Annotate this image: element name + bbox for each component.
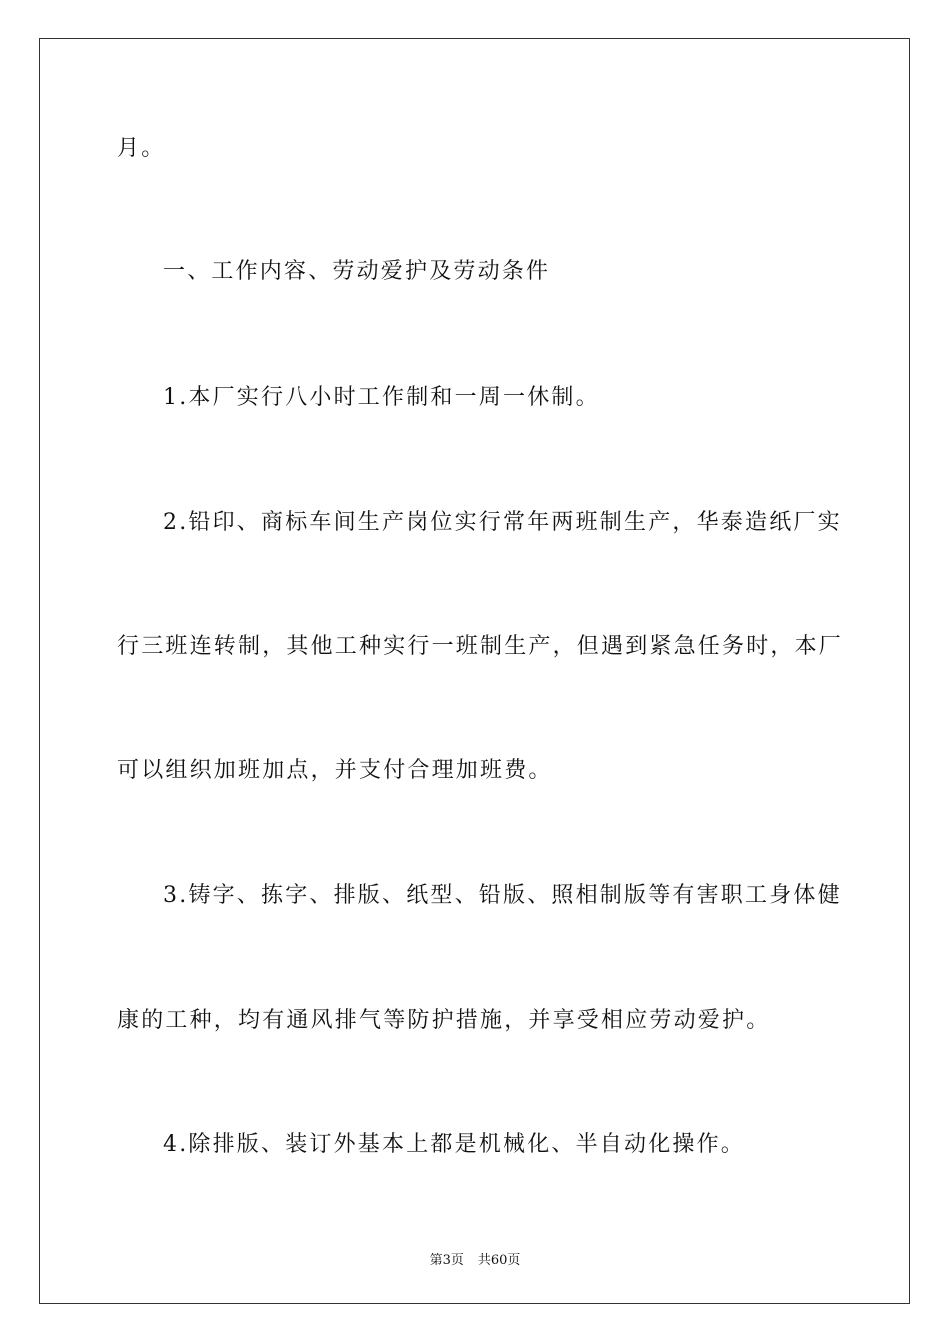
page-total: 共60页 <box>477 1253 521 1268</box>
text-line: 4.除排版、装订外基本上都是机械化、半自动化操作。 <box>163 1132 745 1157</box>
text-line: 康的工种，均有通风排气等防护措施，并享受相应劳动爱护。 <box>117 1008 771 1033</box>
page-footer <box>0 1249 950 1268</box>
text-line: 2.铅印、商标车间生产岗位实行常年两班制生产，华泰造纸厂实 <box>163 510 842 535</box>
page-number: 第3页 <box>429 1253 464 1268</box>
text-line: 行三班连转制，其他工种实行一班制生产，但遇到紧急任务时，本厂 <box>117 634 844 659</box>
text-line: 3.铸字、拣字、排版、纸型、铅版、照相制版等有害职工身体健 <box>163 883 842 908</box>
text-line: 月。 <box>117 136 166 161</box>
page-border <box>39 38 910 1304</box>
text-line: 可以组织加班加点，并支付合理加班费。 <box>117 758 553 783</box>
text-line: 1.本厂实行八小时工作制和一周一休制。 <box>163 385 600 410</box>
section-heading: 一、工作内容、劳动爱护及劳动条件 <box>163 259 551 284</box>
